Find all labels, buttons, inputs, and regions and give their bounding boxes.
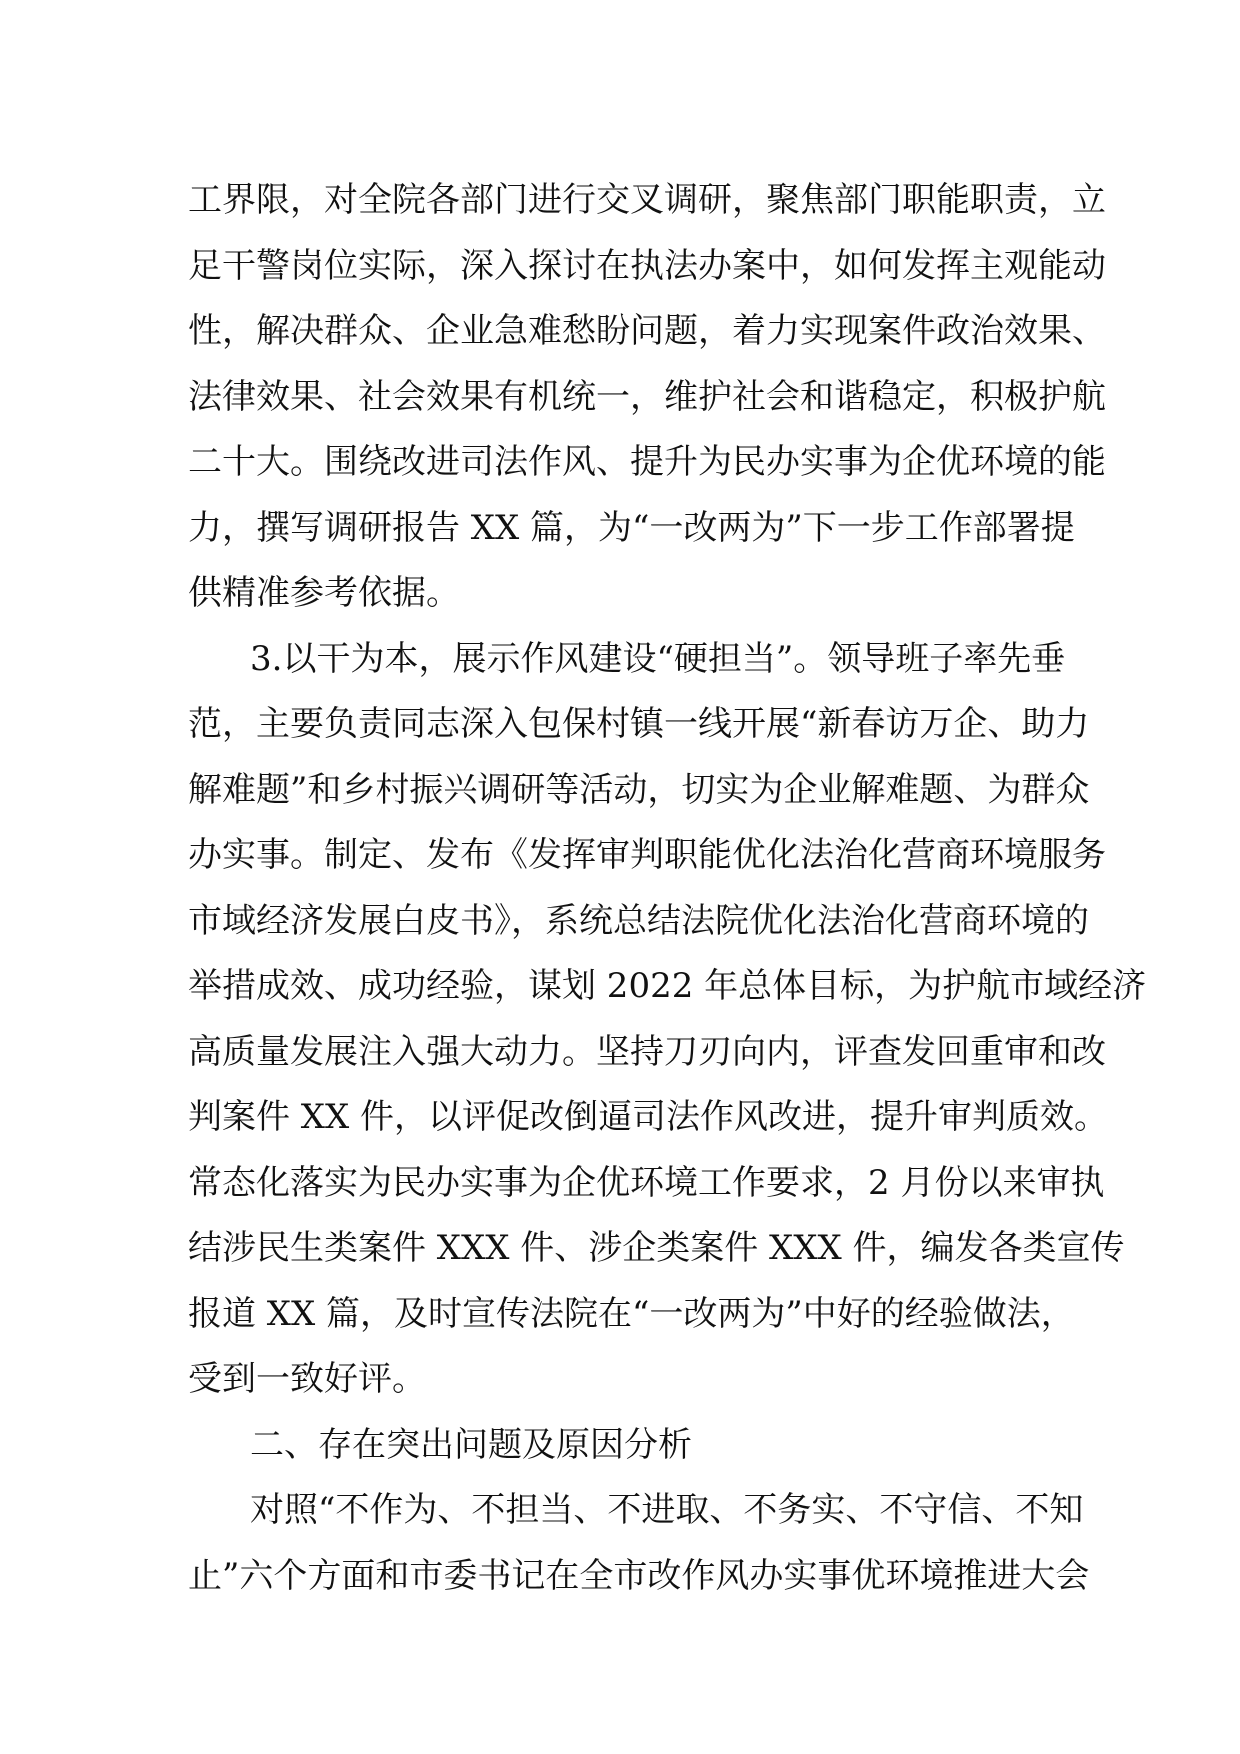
text-line: 足干警岗位实际，深入探讨在执法办案中，如何发挥主观能动 [188,245,1106,286]
paragraph [188,168,1106,627]
text-line: 法律效果、社会效果有机统一，维护社会和谐稳定，积极护航 [188,376,1106,417]
text-line: 结涉民生类案件 XXX 件、涉企类案件 XXX 件，编发各类宣传 [188,1228,1125,1268]
text-line: 市域经济发展白皮书》，系统总结法院优化法治化营商环境的 [188,900,1089,941]
text-line: 止”六个方面和市委书记在全市改作风办实事优环境推进大会 [188,1555,1090,1596]
paragraph [188,627,1147,1413]
paragraph [188,1478,1090,1609]
text-line: 二十大。围绕改进司法作风、提升为民办实事为企优环境的能 [188,442,1106,482]
text-line: 工界限，对全院各部门进行交叉调研，聚焦部门职能职责，立 [188,180,1106,220]
text-line: 报道 XX 篇，及时宣传法院在“一改两为”中好的经验做法， [188,1293,1075,1334]
text-line: 高质量发展注入强大动力。坚持刀刃向内，评查发回重审和改 [188,1031,1106,1072]
text-line: 力，撰写调研报告 XX 篇，为“一改两为”下一步工作部署提 [188,507,1075,548]
document-body [188,168,1147,1609]
section-heading [188,1413,1058,1479]
text-line: 对照“不作为、不担当、不进取、不务实、不守信、不知 [250,1490,1084,1530]
text-line: 办实事。制定、发布《发挥审判职能优化法治化营商环境服务 [188,835,1106,875]
text-line: 3.以干为本，展示作风建设“硬担当”。领导班子率先垂 [250,638,1066,679]
text-line: 范，主要负责同志深入包保村镇一线开展“新春访万企、助力 [188,704,1090,744]
heading-text: 二、存在突出问题及原因分析 [250,1424,692,1465]
text-line: 判案件 XX 件，以评促改倒逼司法作风改进，提升审判质效。 [188,1097,1109,1137]
text-line: 举措成效、成功经验，谋划 2022 年总体目标，为护航市域经济 [188,966,1147,1006]
text-line: 性，解决群众、企业急难愁盼问题，着力实现案件政治效果、 [188,311,1106,351]
text-line: 解难题”和乡村振兴调研等活动，切实为企业解难题、为群众 [188,769,1090,810]
text-line: 常态化落实为民办实事为企优环境工作要求，2 月份以来审执 [188,1162,1105,1203]
text-line: 受到一致好评。 [188,1359,426,1399]
text-line: 供精准参考依据。 [188,573,460,613]
